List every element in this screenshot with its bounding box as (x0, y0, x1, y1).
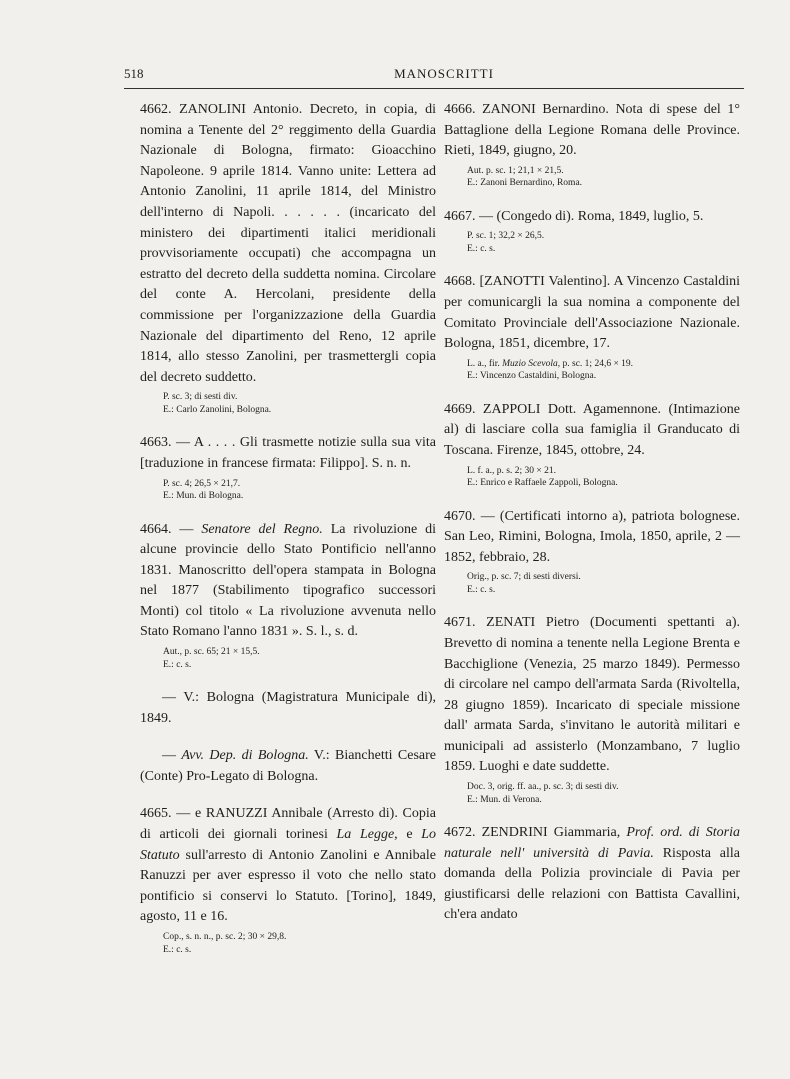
cross-reference (140, 688, 436, 729)
entry-body: Risposta alla domanda della Polizia provinciale di Pavia per giustificarsi delle relazioni con Battista Cavallini, ch'era andato (444, 845, 741, 923)
meta-owner: E.: Zanoni Bernardino, Roma. (467, 178, 583, 189)
meta-physical: Aut. p. sc. 1; 21,1 × 21,5. (467, 165, 564, 176)
entry-italic: La Legge (336, 827, 395, 843)
meta-physical: P. sc. 3; di sesti div. (163, 392, 238, 403)
entry-text: 4667. — (Congedo di). Roma, 1849, luglio, 5. (444, 208, 704, 224)
meta-owner: E.: c. s. (467, 584, 496, 595)
page-number: 518 (124, 66, 144, 81)
entry-meta (444, 781, 740, 806)
meta-owner: E.: Mun. di Bologna. (163, 491, 244, 501)
running-title: MANOSCRITTI (394, 66, 494, 81)
meta-owner: E.: Carlo Zanolini, Bologna. (163, 404, 272, 415)
meta-italic: Muzio Scevola, (502, 358, 561, 369)
entry-4669 (444, 400, 740, 490)
meta-owner: E.: c. s. (163, 944, 192, 955)
entry-text: 4668. [ZANOTTI Valentino]. A Vincenzo Castaldini per comunicargli la sua nomina a componente del Comitato Provinciale dell'Associazione Nazionale. Bologna, 1851, dicembre, 17. (444, 274, 740, 352)
entry-italic: Avv. Dep. di Bologna. (181, 748, 309, 764)
meta-owner: E.: Vincenzo Castaldini, Bologna. (467, 371, 597, 382)
meta-owner: E.: Enrico e Raffaele Zappoli, Bologna. (467, 478, 618, 489)
entry-text: — V.: Bologna (Magistratura Municipale di), 1849. (140, 690, 436, 726)
cross-reference (140, 746, 436, 787)
entry-meta (140, 931, 436, 956)
meta-physical: Cop., s. n. n., p. sc. 2; 30 × 29,8. (163, 932, 287, 942)
entry-body: sull'arresto di Antonio Zanolini e Annibale Ranuzzi per aver espresso il voto che nello stato pontificio si conservi lo Statuto. [Torino], 1849, agosto, 11 e 16. (140, 847, 436, 925)
meta-physical: Doc. 3, orig. ff. aa., p. sc. 3; di sesti div. (467, 782, 619, 793)
entry-text: 4670. — (Certificati intorno a), patriota bolognese. San Leo, Rimini, Bologna, Imola, 1850, aprile, 2 — 1852, febbraio, 28. (444, 508, 740, 565)
meta-physical: Orig., p. sc. 7; di sesti diversi. (467, 572, 581, 583)
entry-meta (444, 165, 740, 190)
entry-4665 (140, 804, 436, 956)
entry-meta (444, 571, 740, 596)
meta-physical: Aut., p. sc. 65; 21 × 15,5. (163, 647, 260, 658)
meta-lead: L. a., fir. (467, 358, 503, 369)
meta-physical: P. sc. 4; 26,5 × 21,7. (163, 478, 241, 489)
entry-meta (140, 646, 436, 671)
meta-physical: L. f. a., p. s. 2; 30 × 21. (467, 465, 557, 476)
entry-text: 4662. ZANOLINI Antonio. Decreto, in copia, di nomina a Tenente del 2° reggimento della Guardia Nazionale di Bologna, firmato: Gioacchino Napoleone. 9 aprile 1814. Vanno unite: Lettera ad Antonio Zanolini, 11 aprile 1814, del Ministro dell'interno di Napoli. . . . . . (incaricato del ministero dei dipartimenti italici meridionali provvisoriamente occupati) che accompagna un estratto del decreto della suddetta nomina. Circolare del conte A. Hercolani, presidente della commissione per l'organizzazione della Guardia Nazionale del dipartimento del Reno, 12 aprile 1814, allo stesso Zanolini, per trasmettergli copia del decreto suddetto. (140, 102, 436, 385)
entry-lead: — (162, 748, 182, 764)
entry-text (140, 746, 436, 787)
entry-italic: Senatore del Regno. (201, 521, 323, 537)
entry-4668 (444, 272, 740, 382)
entry-italic: Lo Statuto (140, 827, 437, 863)
entry-meta (444, 358, 740, 383)
page-header (124, 66, 744, 86)
entry-body: , e (394, 827, 422, 843)
left-column (140, 100, 436, 973)
entry-meta (444, 230, 740, 255)
meta-owner: E.: c. s. (467, 243, 496, 254)
right-column (444, 100, 740, 943)
meta-body: p. sc. 1; 24,6 × 19. (560, 358, 634, 369)
entry-lead: 4664. — (140, 521, 202, 537)
entry-body: V.: Bianchetti Cesare (Conte) Pro-Legato di Bologna. (140, 748, 436, 784)
entry-4663 (140, 433, 436, 502)
entry-text: 4671. ZENATI Pietro (Documenti spettanti a). Brevetto di nomina a tenente nella Legione Brenta e Bacchiglione (Venezia, 25 marzo 1849). Permesso di circolare nel campo dell'armata Sarda (Rivoltella, 28 giugno 1859). Incaricato di speciale missione dall' armata Sarda, s'invitano le autorità militari e municipali ad assisterlo (Monzambano, 7 luglio 1859. Luoghi e date suddette. (444, 615, 740, 775)
entry-text: 4666. ZANONI Bernardino. Nota di spese del 1° Battaglione della Legione Romana delle Province. Rieti, 1849, giugno, 20. (444, 102, 740, 159)
entry-text (444, 823, 740, 926)
entry-meta (140, 391, 436, 416)
entry-4662 (140, 100, 436, 416)
meta-owner: E.: Mun. di Verona. (467, 794, 542, 805)
meta-owner: E.: c. s. (163, 659, 192, 670)
entry-lead: 4672. ZENDRINI Giammaria, (444, 825, 627, 841)
entry-4667 (444, 207, 740, 256)
meta-physical: P. sc. 1; 32,2 × 26,5. (467, 231, 545, 242)
entry-meta (140, 478, 436, 503)
entry-body: La rivoluzione di alcune provincie dello Stato Pontificio nell'anno 1831. Manoscritto dell'opera stampata in Bologna nel 1877 (Stabilimento tipografico successori Monti) col titolo « La rivoluzione avvenuta nello Stato Romano l'anno 1831 ». S. l., s. d. (140, 521, 436, 640)
entry-4666 (444, 100, 740, 190)
entry-text (140, 520, 436, 644)
entry-text: 4669. ZAPPOLI Dott. Agamennone. (Intimazione al) di lasciare colla sua famiglia il Granducato di Toscana. Firenze, 1845, ottobre, 24. (444, 401, 740, 458)
entry-lead: 4665. — e RANUZZI Annibale (Arresto di). Copia di articoli dei giornali torinesi (140, 806, 436, 843)
entry-4672 (444, 823, 740, 926)
entry-italic: Prof. ord. di Storia naturale nell' università di Pavia. (444, 825, 740, 861)
entry-4670 (444, 507, 740, 597)
entry-4671 (444, 613, 740, 806)
entry-text (140, 804, 436, 928)
entry-meta (444, 465, 740, 490)
entry-text: 4663. — A . . . . Gli trasmette notizie sulla sua vita [traduzione in francese firmata: Filippo]. S. n. n. (140, 435, 436, 471)
meta-physical (467, 358, 740, 371)
entry-4664 (140, 520, 436, 672)
header-rule (124, 88, 744, 89)
